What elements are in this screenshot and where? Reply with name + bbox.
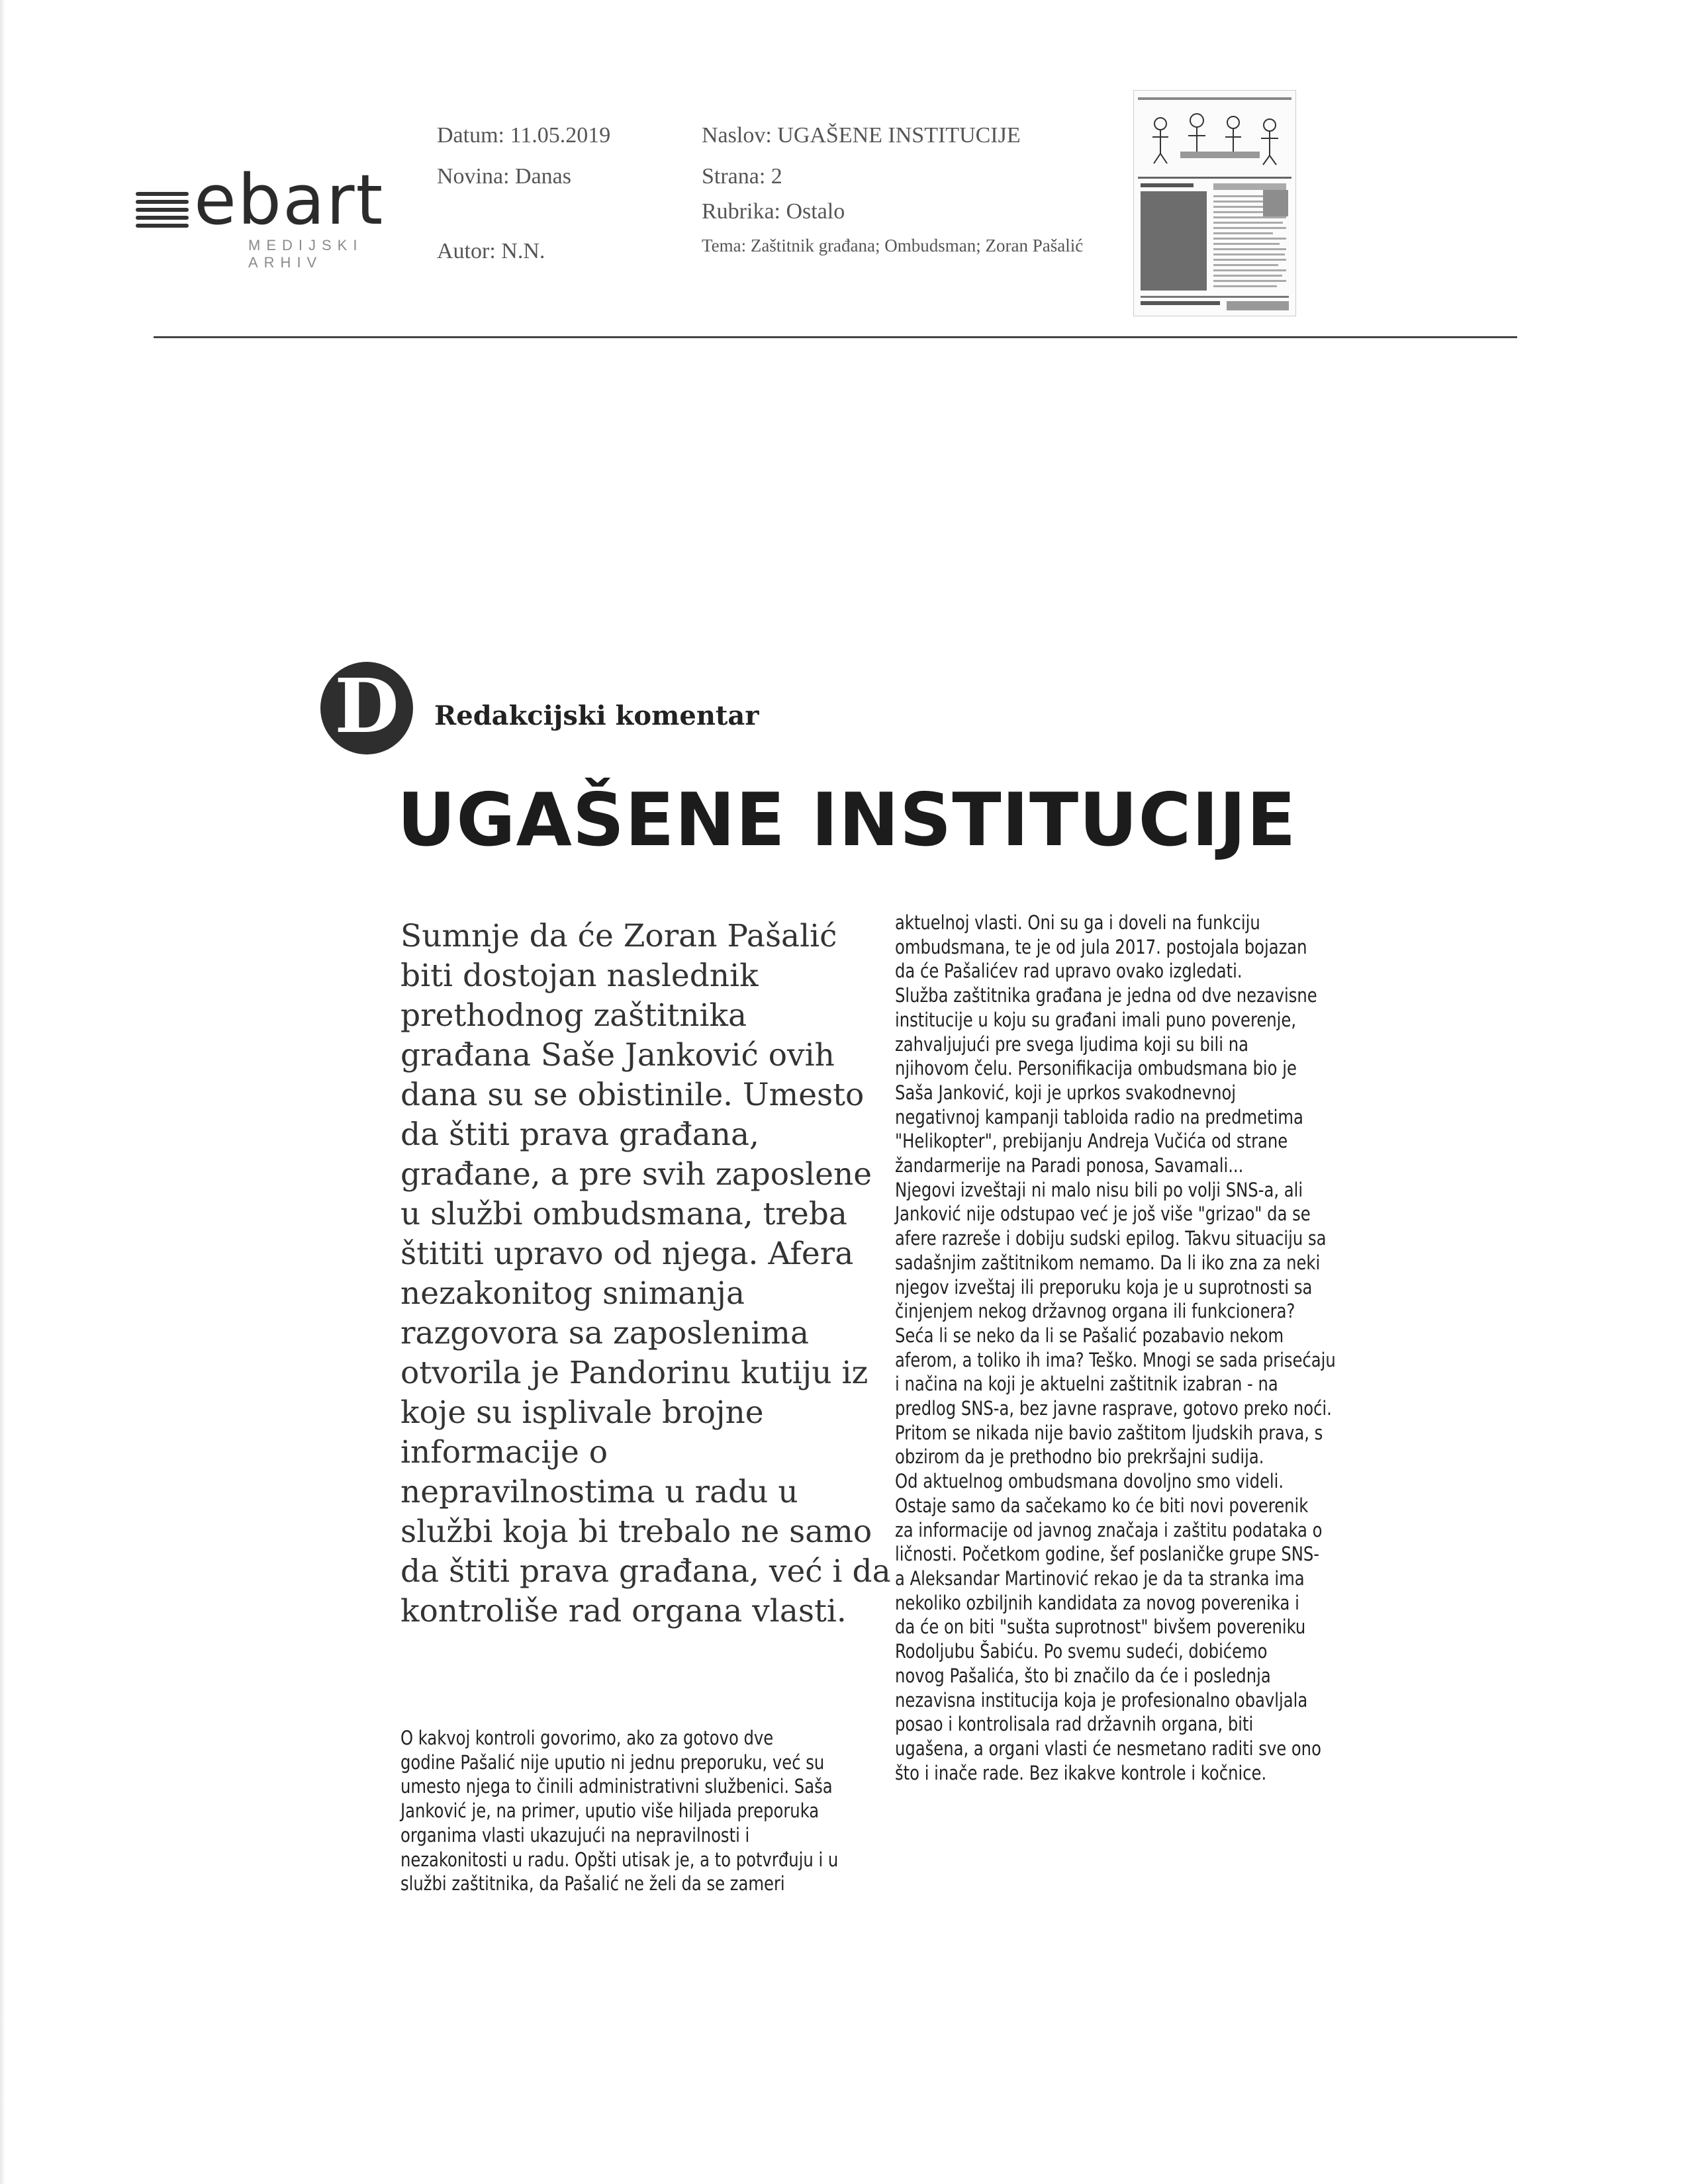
meta-paper: Novina: Danas bbox=[437, 164, 572, 189]
lead-line: dana su se obistinile. Umesto bbox=[400, 1077, 865, 1113]
body-line: "Helikopter", prebijanju Andreja Vučića od strane bbox=[895, 1130, 1288, 1153]
lead-line: nepravilnostima u radu u bbox=[400, 1474, 798, 1510]
page-thumbnail-image bbox=[1134, 91, 1295, 316]
lead-line: nezakonitog snimanja bbox=[400, 1275, 745, 1312]
lead-line: prethodnog zaštitnika bbox=[400, 997, 747, 1034]
lead-line: Sumnje da će Zoran Pašalić bbox=[400, 918, 837, 954]
lead-line: u službi ombudsmana, treba bbox=[400, 1196, 847, 1232]
lead-line: razgovora sa zaposlenima bbox=[400, 1315, 810, 1351]
meta-title: Naslov: UGAŠENE INSTITUCIJE bbox=[702, 123, 1021, 148]
body-line: Janković nije odstupao već je još više "grizao" da se bbox=[895, 1203, 1311, 1226]
body-line: što i inače rade. Bez ikakve kontrole i kočnice. bbox=[895, 1761, 1267, 1784]
article-body-left bbox=[400, 1726, 871, 1896]
body-line: Od aktuelnog ombudsmana dovoljno smo videli. bbox=[895, 1470, 1284, 1493]
lead-line: službi koja bi trebalo ne samo bbox=[400, 1514, 872, 1550]
header-divider bbox=[154, 336, 1517, 338]
body-line: sadašnjim zaštitnikom nemamo. Da li iko zna za neki bbox=[895, 1251, 1321, 1274]
danas-logo-letter: D bbox=[334, 663, 399, 750]
lead-line: biti dostojan naslednik bbox=[400, 958, 759, 994]
article-headline: UGAŠENE INSTITUCIJE bbox=[397, 778, 1297, 863]
body-line: ugašena, a organi vlasti će nesmetano raditi sve ono bbox=[895, 1737, 1321, 1760]
body-line: posao i kontrolisala rad državnih organa, biti bbox=[895, 1713, 1254, 1736]
meta-date: Datum: 11.05.2019 bbox=[437, 123, 611, 148]
body-line: a Aleksandar Martinović rekao je da ta stranka ima bbox=[895, 1567, 1305, 1590]
meta-page: Strana: 2 bbox=[702, 164, 782, 189]
body-line: aktuelnoj vlasti. Oni su ga i doveli na funkciju bbox=[895, 911, 1260, 934]
body-line: žandarmerije na Paradi ponosa, Savamali... bbox=[895, 1154, 1244, 1177]
body-line: Njegovi izveštaji ni malo nisu bili po volji SNS-a, ali bbox=[895, 1178, 1303, 1201]
body-line: nezakonitosti u radu. Opšti utisak je, a to potvrđuju i u bbox=[400, 1848, 839, 1871]
body-line: nekoliko ozbiljnih kandidata za novog poverenika i bbox=[895, 1591, 1299, 1614]
body-line: institucije u koju su građani imali puno poverenje, bbox=[895, 1008, 1297, 1031]
lead-line: informacije o bbox=[400, 1434, 608, 1471]
lead-line: koje su isplivale brojne bbox=[400, 1394, 764, 1431]
body-line: godine Pašalić nije uputio ni jednu preporuku, već su bbox=[400, 1751, 825, 1774]
body-line: nezavisna institucija koja je profesionalno obavljala bbox=[895, 1688, 1308, 1711]
body-line: Ostaje samo da sačekamo ko će biti novi poverenik bbox=[895, 1494, 1309, 1517]
body-line: da će Pašalićev rad upravo ovako izgledati. bbox=[895, 960, 1243, 983]
body-line: organima vlasti ukazujući na nepravilnosti i bbox=[400, 1823, 750, 1846]
meta-topic: Tema: Zaštitnik građana; Ombudsman; Zoran Pašalić bbox=[702, 236, 1084, 255]
body-line: O kakvoj kontroli govorimo, ako za gotovo dve bbox=[400, 1727, 774, 1749]
body-line: Seća li se neko da li se Pašalić pozabavio nekom bbox=[895, 1324, 1284, 1347]
body-line: Saša Janković, koji je uprkos svakodnevnoj bbox=[895, 1081, 1237, 1104]
body-line: ličnosti. Početkom godine, šef poslaničke grupe SNS- bbox=[895, 1543, 1320, 1566]
meta-section: Rubrika: Ostalo bbox=[702, 199, 845, 224]
lead-line: otvorila je Pandorinu kutiju iz bbox=[400, 1355, 868, 1391]
body-line: Janković je, na primer, uputio više hiljada preporuka bbox=[400, 1799, 820, 1823]
body-line: njihovom čelu. Personifikacija ombudsmana bio je bbox=[895, 1057, 1297, 1080]
lead-line: kontroliše rad organa vlasti. bbox=[400, 1593, 847, 1629]
body-line: novog Pašalića, što bi značilo da će i poslednja bbox=[895, 1664, 1271, 1687]
body-line: i načina na koji je aktuelni zaštitnik izabran - na bbox=[895, 1373, 1278, 1396]
lead-line: građane, a pre svih zaposlene bbox=[400, 1156, 872, 1193]
ebart-logo bbox=[136, 159, 400, 271]
body-line: Pritom se nikada nije bavio zaštitom ljudskih prava, s bbox=[895, 1421, 1323, 1444]
body-line: njegov izveštaj ili preporuku koja je u suprotnosti sa bbox=[895, 1275, 1313, 1298]
logo-subtitle: MEDIJSKI ARHIV bbox=[248, 237, 363, 271]
body-line: negativnoj kampanji tabloida radio na predmetima bbox=[895, 1105, 1303, 1128]
body-line: zahvaljujući pre svega ljudima koji su bili na bbox=[895, 1032, 1248, 1056]
body-line: za informacije od javnog značaja i zaštitu podataka o bbox=[895, 1518, 1323, 1541]
logo-stripes-icon bbox=[136, 192, 189, 232]
body-line: ombudsmana, te je od jula 2017. postojala bojazan bbox=[895, 935, 1307, 958]
article-lead bbox=[400, 917, 891, 1631]
article-body-right bbox=[895, 911, 1369, 1785]
body-line: Rodoljubu Šabiću. Po svemu sudeći, dobićemo bbox=[895, 1640, 1268, 1663]
body-line: službi zaštitnika, da Pašalić ne želi da se zameri bbox=[400, 1872, 785, 1895]
lead-line: da štiti prava građana, već i da bbox=[400, 1553, 891, 1590]
body-line: obzirom da je prethodno bio prekršajni sudija. bbox=[895, 1445, 1264, 1469]
meta-author: Autor: N.N. bbox=[437, 239, 545, 263]
article-kicker: Redakcijski komentar bbox=[434, 700, 759, 731]
lead-line: da štiti prava građana, bbox=[400, 1116, 759, 1153]
body-line: predlog SNS-a, bez javne rasprave, gotovo preko noći. bbox=[895, 1397, 1332, 1420]
scan-edge bbox=[0, 0, 5, 2184]
logo-word: ebart bbox=[194, 159, 385, 240]
body-line: aferom, a toliko ih ima? Teško. Mnogi se sada prisećaju bbox=[895, 1348, 1336, 1371]
lead-line: štititi upravo od njega. Afera bbox=[400, 1236, 854, 1272]
body-line: afere razreše i dobiju sudski epilog. Takvu situaciju sa bbox=[895, 1227, 1327, 1250]
body-line: činjenjem nekog državnog organa ili funkcionera? bbox=[895, 1300, 1295, 1323]
lead-line: građana Saše Janković ovih bbox=[400, 1037, 835, 1073]
page-thumbnail bbox=[1133, 90, 1296, 316]
body-line: Služba zaštitnika građana je jedna od dve nezavisne bbox=[895, 984, 1317, 1007]
body-line: umesto njega to činili administrativni službenici. Saša bbox=[400, 1775, 833, 1798]
body-line: da će on biti "sušta suprotnost" bivšem povereniku bbox=[895, 1615, 1306, 1639]
